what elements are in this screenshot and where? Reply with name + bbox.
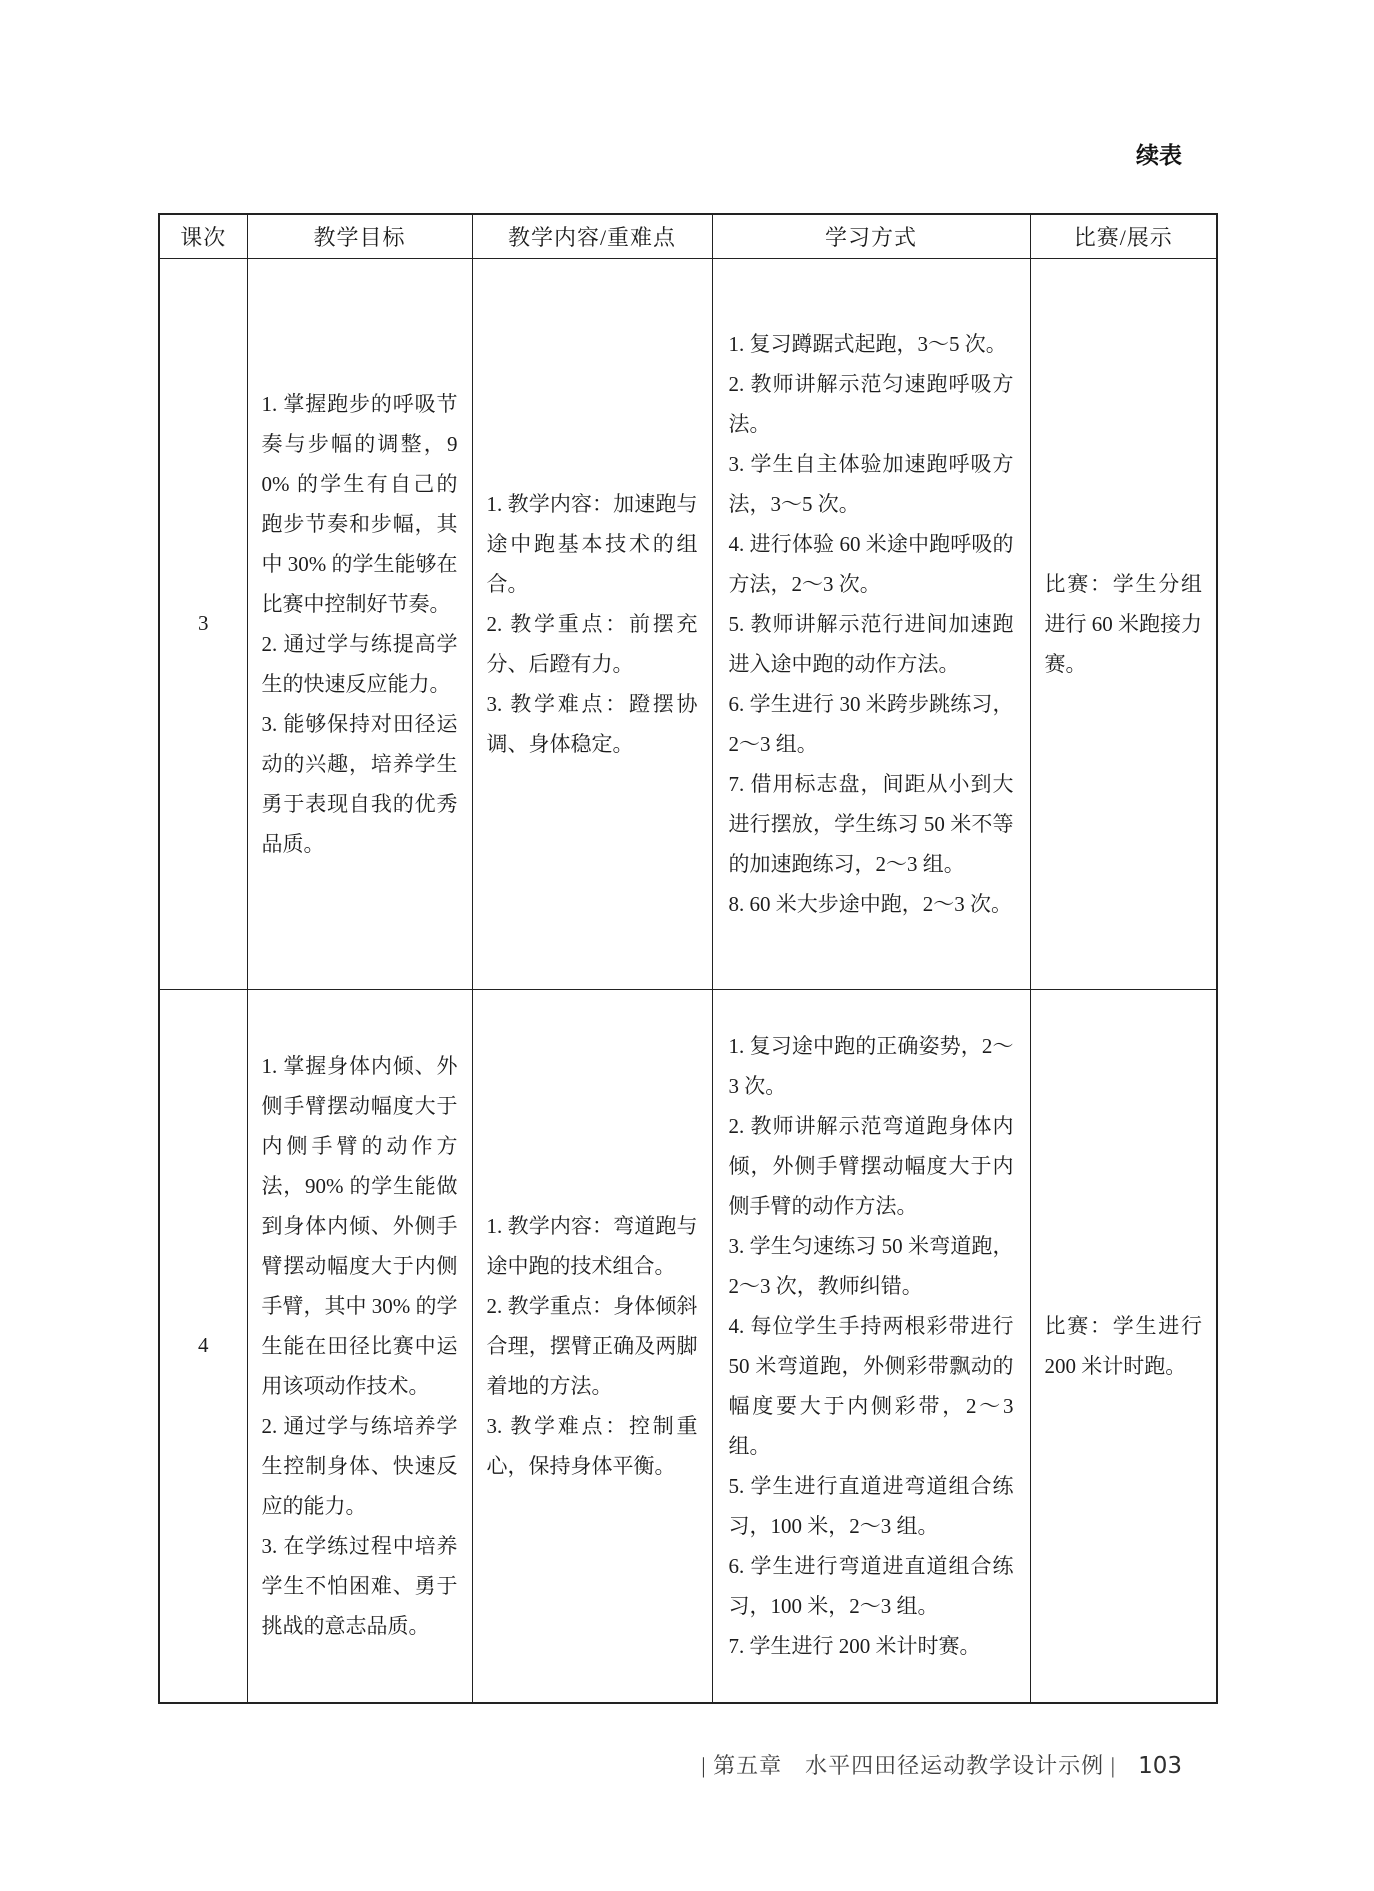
method-item: 7. 借用标志盘，间距从小到大进行摆放，学生练习 50 米不等的加速跑练习，2～3 组。 <box>728 771 1014 876</box>
page-number: 103 <box>1138 1753 1182 1779</box>
content-item: 1. 教学内容：加速跑与途中跑基本技术的组合。 <box>486 491 698 596</box>
competition-cell <box>1030 258 1217 989</box>
continued-table-label: 续表 <box>1136 143 1182 169</box>
table-header-row <box>159 214 1217 258</box>
column-header-content: 教学内容/重难点 <box>472 214 712 258</box>
column-header-lesson: 课次 <box>159 214 247 258</box>
content-item: 3. 教学难点：蹬摆协调、身体稳定。 <box>486 691 698 756</box>
page-footer <box>701 1749 1182 1780</box>
goal-item: 2. 通过学与练提高学生的快速反应能力。 <box>261 631 458 696</box>
chapter-reference: | 第五章 水平四田径运动教学设计示例 | <box>701 1753 1117 1778</box>
method-item: 1. 复习蹲踞式起跑，3～5 次。 <box>728 331 1007 356</box>
method-item: 1. 复习途中跑的正确姿势，2～3 次。 <box>728 1033 1014 1098</box>
teaching-goals-cell <box>247 258 472 989</box>
learning-methods-cell <box>712 258 1030 989</box>
lesson-schedule-table <box>158 213 1218 1704</box>
method-item: 4. 每位学生手持两根彩带进行 50 米弯道跑，外侧彩带飘动的幅度要大于内侧彩带，2～3 组。 <box>728 1313 1014 1458</box>
method-item: 8. 60 米大步途中跑，2～3 次。 <box>728 891 1012 916</box>
goal-item: 1. 掌握跑步的呼吸节奏与步幅的调整，90% 的学生有自己的跑步节奏和步幅，其中 30% 的学生能够在比赛中控制好节奏。 <box>261 391 458 616</box>
content-item: 1. 教学内容：弯道跑与途中跑的技术组合。 <box>486 1213 698 1278</box>
method-item: 5. 学生进行直道进弯道组合练习，100 米，2～3 组。 <box>728 1473 1014 1538</box>
content-item: 2. 教学重点：身体倾斜合理，摆臂正确及两脚着地的方法。 <box>486 1293 698 1398</box>
content-item: 3. 教学难点：控制重心，保持身体平衡。 <box>486 1413 698 1478</box>
lesson-number: 4 <box>198 1333 209 1358</box>
column-header-methods: 学习方式 <box>712 214 1030 258</box>
method-item: 3. 学生自主体验加速跑呼吸方法，3～5 次。 <box>728 451 1014 516</box>
teaching-content-cell <box>472 989 712 1703</box>
method-item: 6. 学生进行弯道进直道组合练习，100 米，2～3 组。 <box>728 1553 1014 1618</box>
method-item: 2. 教师讲解示范弯道跑身体内倾，外侧手臂摆动幅度大于内侧手臂的动作方法。 <box>728 1113 1014 1218</box>
goal-item: 2. 通过学与练培养学生控制身体、快速反应的能力。 <box>261 1413 458 1518</box>
column-header-goals: 教学目标 <box>247 214 472 258</box>
competition-text: 比赛：学生分组进行 60 米跑接力赛。 <box>1044 571 1202 676</box>
lesson-number: 3 <box>198 611 209 635</box>
competition-cell <box>1030 989 1217 1703</box>
method-item: 6. 学生进行 30 米跨步跳练习，2～3 组。 <box>728 691 1014 756</box>
lesson-number-cell <box>159 258 247 989</box>
method-item: 7. 学生进行 200 米计时赛。 <box>728 1633 981 1658</box>
method-item: 3. 学生匀速练习 50 米弯道跑，2～3 次，教师纠错。 <box>728 1233 1014 1298</box>
goal-item: 1. 掌握身体内倾、外侧手臂摆动幅度大于内侧手臂的动作方法，90% 的学生能做到身体内倾、外侧手臂摆动幅度大于内侧手臂，其中 30% 的学生能在田径比赛中运用该项动作技术。 <box>261 1053 458 1398</box>
goal-item: 3. 能够保持对田径运动的兴趣，培养学生勇于表现自我的优秀品质。 <box>261 711 458 856</box>
learning-methods-cell <box>712 989 1030 1703</box>
table-row-lesson-4 <box>159 989 1217 1703</box>
competition-text: 比赛：学生进行 200 米计时跑。 <box>1044 1313 1202 1378</box>
method-item: 4. 进行体验 60 米途中跑呼吸的方法，2～3 次。 <box>728 531 1014 596</box>
lesson-number-cell <box>159 989 247 1703</box>
method-item: 5. 教师讲解示范行进间加速跑进入途中跑的动作方法。 <box>728 611 1014 676</box>
column-header-competition: 比赛/展示 <box>1030 214 1217 258</box>
content-item: 2. 教学重点：前摆充分、后蹬有力。 <box>486 611 698 676</box>
teaching-goals-cell <box>247 989 472 1703</box>
goal-item: 3. 在学练过程中培养学生不怕困难、勇于挑战的意志品质。 <box>261 1533 458 1638</box>
table-row-lesson-3 <box>159 258 1217 989</box>
teaching-content-cell <box>472 258 712 989</box>
method-item: 2. 教师讲解示范匀速跑呼吸方法。 <box>728 371 1014 436</box>
